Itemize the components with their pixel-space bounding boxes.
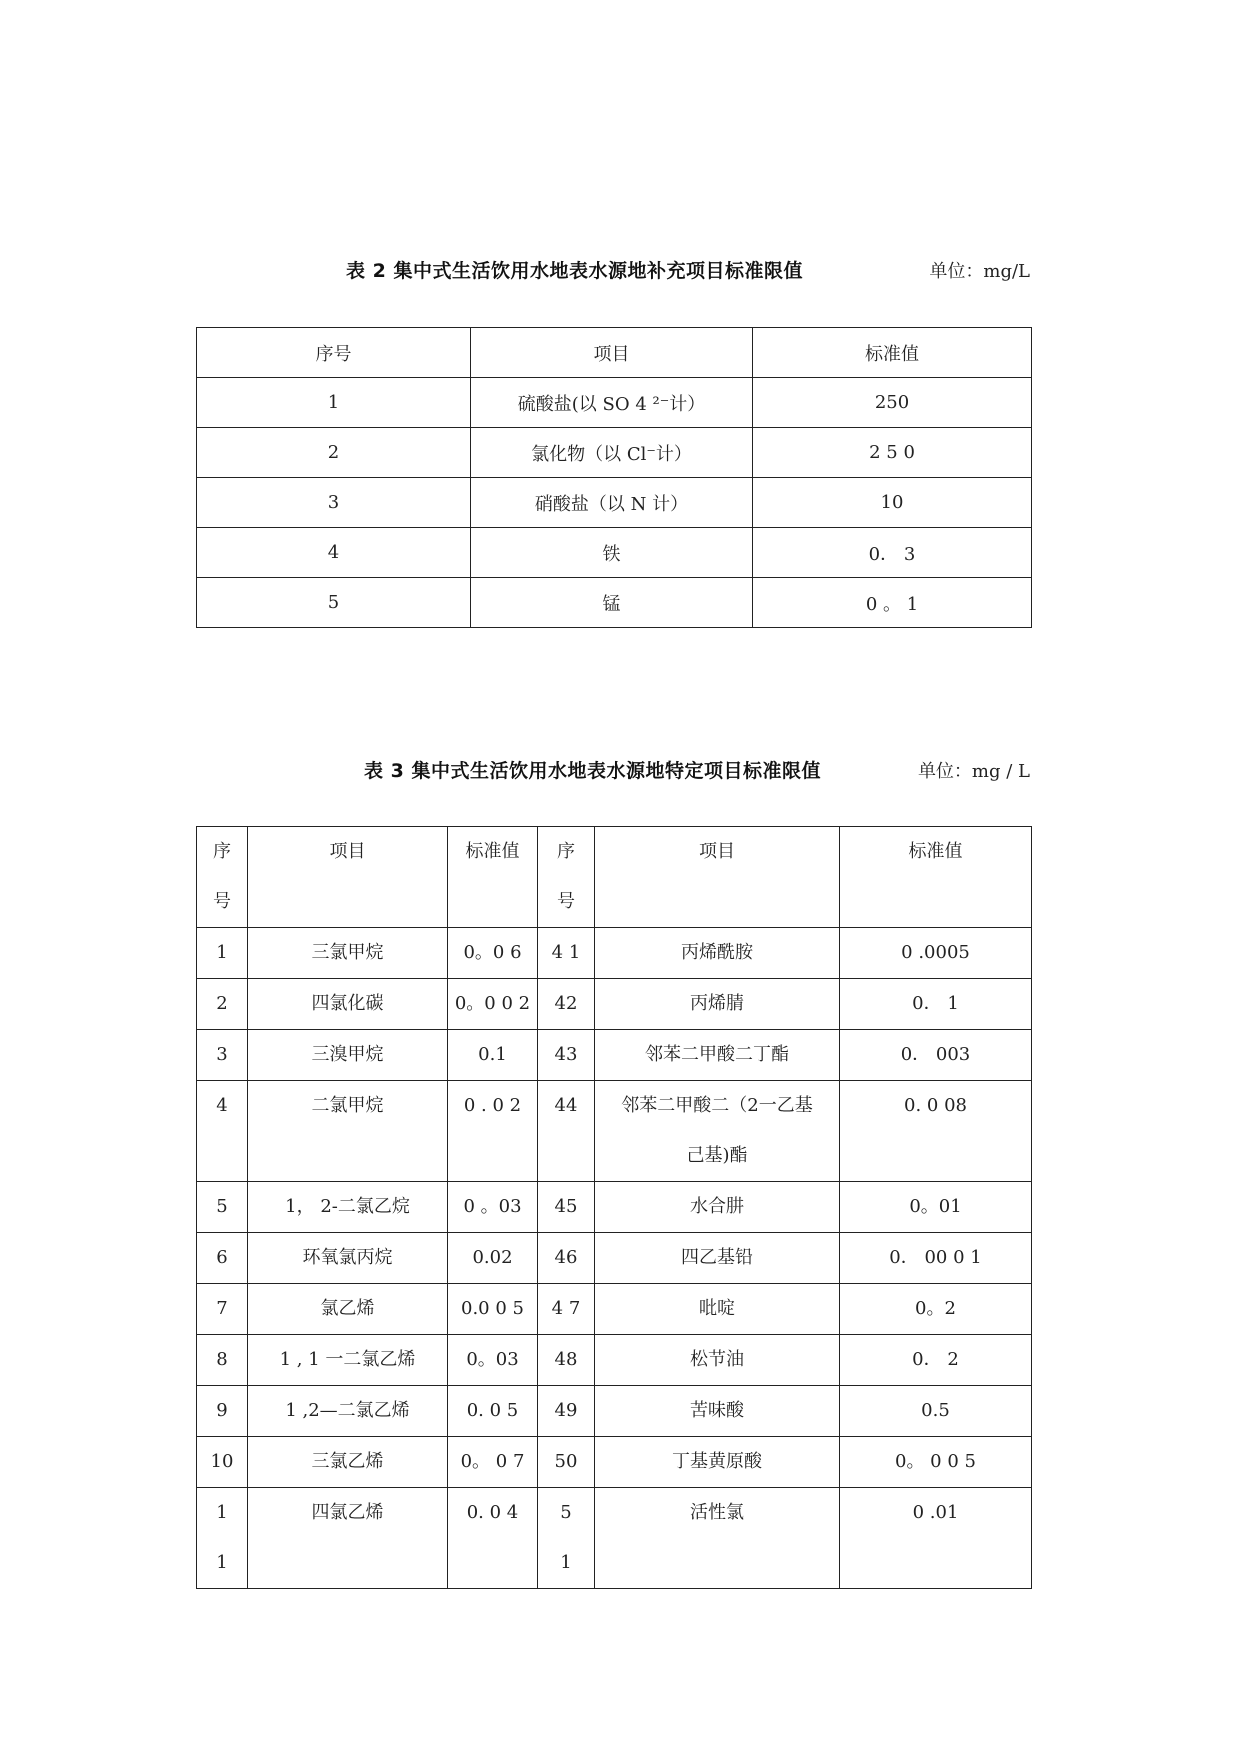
standard-header: 标准值: [753, 328, 1032, 378]
standard-cell: 10: [753, 478, 1032, 528]
seq-cell-line: 42: [554, 993, 578, 1014]
item-cell: [248, 979, 448, 1030]
item-cell: [595, 1335, 840, 1386]
standard-cell: 0.0 0 5: [448, 1284, 538, 1335]
seq-cell: [197, 1081, 248, 1182]
seq-cell: [538, 1488, 595, 1589]
standard-cell: 250: [753, 378, 1032, 428]
item-cell-line: 1 , 1 一二氯乙烯: [279, 1349, 416, 1370]
seq-cell: [538, 1437, 595, 1488]
item-cell-line: 氯乙烯: [320, 1298, 375, 1319]
item-cell-line: 环氧氯丙烷: [302, 1247, 393, 1268]
item-cell: [248, 1488, 448, 1589]
table-row: [197, 1284, 1032, 1335]
seq-cell-line: 1: [560, 1552, 572, 1573]
seq-cell: [538, 1030, 595, 1081]
item-cell-line: 邻苯二甲酸二丁酯: [645, 1044, 789, 1065]
seq-header-line: 序: [213, 841, 231, 862]
item-cell-line: 四乙基铅: [681, 1247, 753, 1268]
seq-cell: [197, 1335, 248, 1386]
standard-cell: 0. 0 4: [448, 1488, 538, 1589]
seq-cell: [538, 1233, 595, 1284]
seq-cell-line: 4: [216, 1095, 228, 1116]
standard-cell: 0 。 1: [753, 578, 1032, 628]
seq-cell: [197, 1182, 248, 1233]
item-cell-line: 松节油: [690, 1349, 744, 1370]
standard-cell: 2 5 0: [753, 428, 1032, 478]
standard-cell: 0.1: [448, 1030, 538, 1081]
table3-caption: [196, 756, 1030, 786]
item-cell: 氯化物（以 Cl⁻计）: [471, 428, 753, 478]
item-cell: 硝酸盐（以 N 计）: [471, 478, 753, 528]
standard-header: 标准值: [448, 827, 538, 928]
item-header: 项目: [595, 827, 840, 928]
item-cell: [595, 928, 840, 979]
item-header: 项目: [248, 827, 448, 928]
table2-unit: 单位：mg/L: [929, 261, 1030, 282]
seq-header: [538, 827, 595, 928]
seq-header-line: 序: [557, 841, 575, 862]
item-cell-line: 三氯乙烯: [311, 1451, 384, 1472]
table-row: [197, 1081, 1032, 1182]
seq-cell: [197, 1386, 248, 1437]
standard-cell: 0。 0 0 5: [840, 1437, 1032, 1488]
seq-cell: [538, 1284, 595, 1335]
seq-cell-line: 5: [216, 1196, 228, 1217]
item-cell: [595, 1386, 840, 1437]
seq-cell-line: 49: [554, 1400, 578, 1421]
standard-cell: 0． 003: [840, 1030, 1032, 1081]
item-cell: [248, 1233, 448, 1284]
table-row: [197, 928, 1032, 979]
item-cell: [248, 1386, 448, 1437]
seq-cell: [538, 928, 595, 979]
table3-title: 表 3 集中式生活饮用水地表水源地特定项目标准限值: [364, 760, 821, 782]
seq-cell-line: 10: [210, 1451, 234, 1472]
item-cell: [248, 928, 448, 979]
item-cell: [595, 1437, 840, 1488]
table-header-row: [197, 827, 1032, 928]
seq-cell-line: 1: [216, 1502, 228, 1523]
seq-cell-line: 44: [554, 1095, 578, 1116]
standard-cell: 0。03: [448, 1335, 538, 1386]
item-cell-line: 1， 2-二氯乙烷: [285, 1196, 410, 1217]
seq-cell-line: 8: [216, 1349, 228, 1370]
item-cell: 硫酸盐(以 SO 4 ²⁻计）: [471, 378, 753, 428]
standard-cell: 0 。03: [448, 1182, 538, 1233]
standard-cell: 0. 0 08: [840, 1081, 1032, 1182]
seq-cell: [197, 1030, 248, 1081]
seq-header-line: 号: [557, 891, 575, 912]
supplementary-items-table: [196, 327, 1032, 628]
seq-cell: [197, 928, 248, 979]
seq-cell-line: 50: [554, 1451, 578, 1472]
table2-caption: [196, 256, 1030, 286]
standard-cell: 0。0 6: [448, 928, 538, 979]
seq-cell-line: 48: [554, 1349, 578, 1370]
seq-cell: [538, 1081, 595, 1182]
item-cell: [595, 1488, 840, 1589]
item-cell: [248, 1081, 448, 1182]
item-cell-line: 邻苯二甲酸二（2一乙基: [621, 1095, 813, 1116]
seq-cell-line: 46: [554, 1247, 578, 1268]
seq-cell-line: 43: [554, 1044, 578, 1065]
seq-cell-line: 2: [216, 993, 228, 1014]
item-cell: [595, 1030, 840, 1081]
item-header: 项目: [471, 328, 753, 378]
table-row: [197, 1386, 1032, 1437]
standard-cell: 0． 3: [753, 528, 1032, 578]
standard-cell: 0 .01: [840, 1488, 1032, 1589]
seq-cell: 2: [197, 428, 471, 478]
seq-cell: [197, 1233, 248, 1284]
table-row: [197, 1437, 1032, 1488]
table-row: [197, 478, 1032, 528]
item-cell-line: 1 ,2—二氯乙烯: [285, 1400, 410, 1421]
table3-unit: 单位：mg / L: [917, 761, 1030, 782]
item-cell-line: 丙烯腈: [690, 993, 744, 1014]
standard-cell: 0。2: [840, 1284, 1032, 1335]
table-row: [197, 1030, 1032, 1081]
seq-cell: 5: [197, 578, 471, 628]
table-row: [197, 378, 1032, 428]
item-cell-line: 吡啶: [699, 1298, 735, 1319]
standard-cell: 0.5: [840, 1386, 1032, 1437]
seq-cell-line: 6: [216, 1247, 228, 1268]
table-row: [197, 1335, 1032, 1386]
item-cell: [595, 1081, 840, 1182]
seq-cell-line: 4 1: [551, 942, 581, 963]
seq-cell-line: 5: [560, 1502, 572, 1523]
table-row: [197, 1182, 1032, 1233]
standard-cell: 0． 2: [840, 1335, 1032, 1386]
seq-cell-line: 1: [216, 942, 228, 963]
seq-cell-line: 1: [216, 1552, 228, 1573]
standard-cell: 0.02: [448, 1233, 538, 1284]
item-cell: [595, 979, 840, 1030]
item-cell: [595, 1284, 840, 1335]
item-cell: [248, 1284, 448, 1335]
standard-cell: 0。01: [840, 1182, 1032, 1233]
item-cell: 铁: [471, 528, 753, 578]
item-cell-line: 三氯甲烷: [311, 942, 384, 963]
item-cell-line: 水合肼: [690, 1196, 744, 1217]
table-header-row: [197, 328, 1032, 378]
table-row: [197, 1488, 1032, 1589]
standard-cell: 0． 00 0 1: [840, 1233, 1032, 1284]
item-cell-line: 丙烯酰胺: [681, 942, 753, 963]
seq-cell-line: 9: [216, 1400, 228, 1421]
seq-cell-line: 7: [216, 1298, 228, 1319]
item-cell-line: 四氯乙烯: [311, 1502, 384, 1523]
item-cell-line: 己基)酯: [686, 1145, 748, 1166]
table-row: [197, 578, 1032, 628]
seq-cell: 4: [197, 528, 471, 578]
item-cell: [248, 1030, 448, 1081]
seq-cell: [538, 1386, 595, 1437]
item-cell: 锰: [471, 578, 753, 628]
table-row: [197, 979, 1032, 1030]
item-cell-line: 丁基黄原酸: [672, 1451, 762, 1472]
item-cell: [595, 1182, 840, 1233]
standard-cell: 0。0 0 2: [448, 979, 538, 1030]
standard-cell: 0. 0 5: [448, 1386, 538, 1437]
item-cell: [595, 1233, 840, 1284]
item-cell-line: 活性氯: [690, 1502, 744, 1523]
seq-header: [197, 827, 248, 928]
table-row: [197, 1233, 1032, 1284]
seq-cell: [538, 979, 595, 1030]
seq-cell: 3: [197, 478, 471, 528]
seq-cell: [538, 1335, 595, 1386]
item-cell-line: 三溴甲烷: [311, 1044, 384, 1065]
item-cell: [248, 1437, 448, 1488]
seq-cell: [538, 1182, 595, 1233]
standard-cell: 0。 0 7: [448, 1437, 538, 1488]
seq-cell-line: 3: [216, 1044, 228, 1065]
standard-cell: 0 .0005: [840, 928, 1032, 979]
seq-header: 序号: [197, 328, 471, 378]
table2-title: 表 2 集中式生活饮用水地表水源地补充项目标准限值: [346, 260, 803, 282]
item-cell-line: 四氯化碳: [311, 993, 384, 1014]
item-cell: [248, 1335, 448, 1386]
seq-cell: 1: [197, 378, 471, 428]
seq-cell: [197, 1437, 248, 1488]
item-cell: [248, 1182, 448, 1233]
standard-cell: 0． 1: [840, 979, 1032, 1030]
seq-cell-line: 45: [554, 1196, 578, 1217]
seq-cell-line: 4 7: [551, 1298, 581, 1319]
table-row: [197, 428, 1032, 478]
seq-cell: [197, 979, 248, 1030]
item-cell-line: 二氯甲烷: [311, 1095, 384, 1116]
standard-header: 标准值: [840, 827, 1032, 928]
standard-cell: 0 . 0 2: [448, 1081, 538, 1182]
seq-cell: [197, 1488, 248, 1589]
seq-header-line: 号: [213, 891, 231, 912]
table-row: [197, 528, 1032, 578]
item-cell-line: 苦味酸: [690, 1400, 744, 1421]
seq-cell: [197, 1284, 248, 1335]
specific-items-table: [196, 826, 1032, 1589]
